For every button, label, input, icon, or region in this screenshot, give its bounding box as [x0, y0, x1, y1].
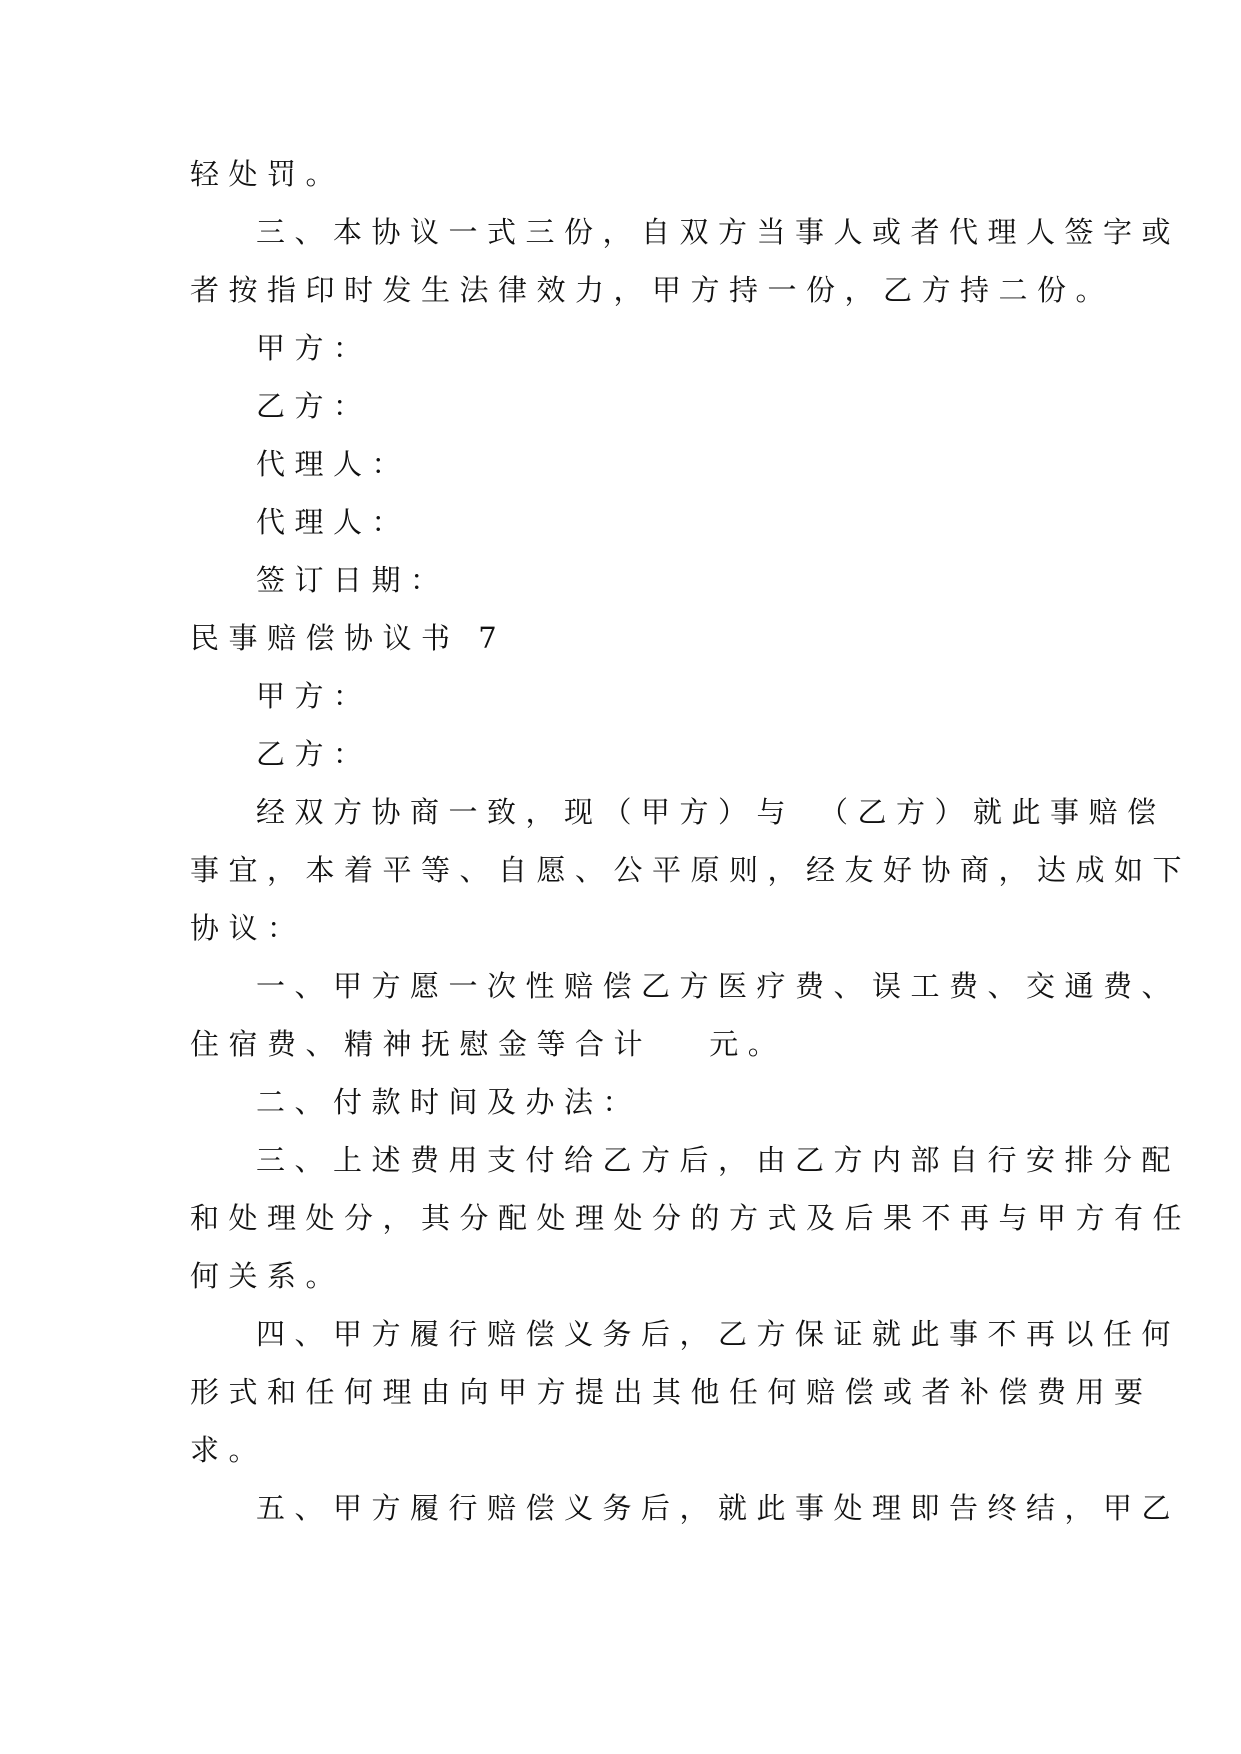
section-title: 民事赔偿协议书 7 — [190, 621, 507, 655]
signature-label: 代理人： — [256, 505, 411, 539]
paragraph-line: 何关系。 — [190, 1259, 345, 1293]
paragraph-line: 三、上述费用支付给乙方后，由乙方内部自行安排分配 — [256, 1143, 1181, 1177]
paragraph-line: 三、本协议一式三份，自双方当事人或者代理人签字或 — [256, 215, 1181, 249]
paragraph-line: 事宜，本着平等、自愿、公平原则，经友好协商，达成如下 — [190, 853, 1192, 887]
paragraph-line: 和处理处分，其分配处理处分的方式及后果不再与甲方有任 — [190, 1201, 1192, 1235]
paragraph-line: 者按指印时发生法律效力，甲方持一份，乙方持二份。 — [190, 273, 1115, 307]
paragraph-line: 五、甲方履行赔偿义务后，就此事处理即告终结，甲乙 — [256, 1491, 1181, 1525]
signature-label: 乙方： — [256, 389, 372, 423]
party-label: 乙方： — [256, 737, 372, 771]
signature-label: 甲方： — [256, 331, 372, 365]
paragraph-line: 二、付款时间及办法： — [256, 1085, 642, 1119]
paragraph-line: 轻处罚。 — [190, 157, 345, 191]
signature-label: 代理人： — [256, 447, 411, 481]
paragraph-line: 四、甲方履行赔偿义务后，乙方保证就此事不再以任何 — [256, 1317, 1181, 1351]
paragraph-line: 形式和任何理由向甲方提出其他任何赔偿或者补偿费用要 — [190, 1375, 1153, 1409]
date-label: 签订日期： — [256, 563, 449, 597]
paragraph-line: 协议： — [190, 911, 306, 945]
paragraph-line: 求。 — [190, 1433, 268, 1467]
paragraph-line: 经双方协商一致，现（甲方）与 （乙方）就此事赔偿 — [256, 795, 1166, 829]
paragraph-line: 住宿费、精神抚慰金等合计 元。 — [190, 1027, 787, 1061]
party-label: 甲方： — [256, 679, 372, 713]
paragraph-line: 一、甲方愿一次性赔偿乙方医疗费、误工费、交通费、 — [256, 969, 1181, 1003]
